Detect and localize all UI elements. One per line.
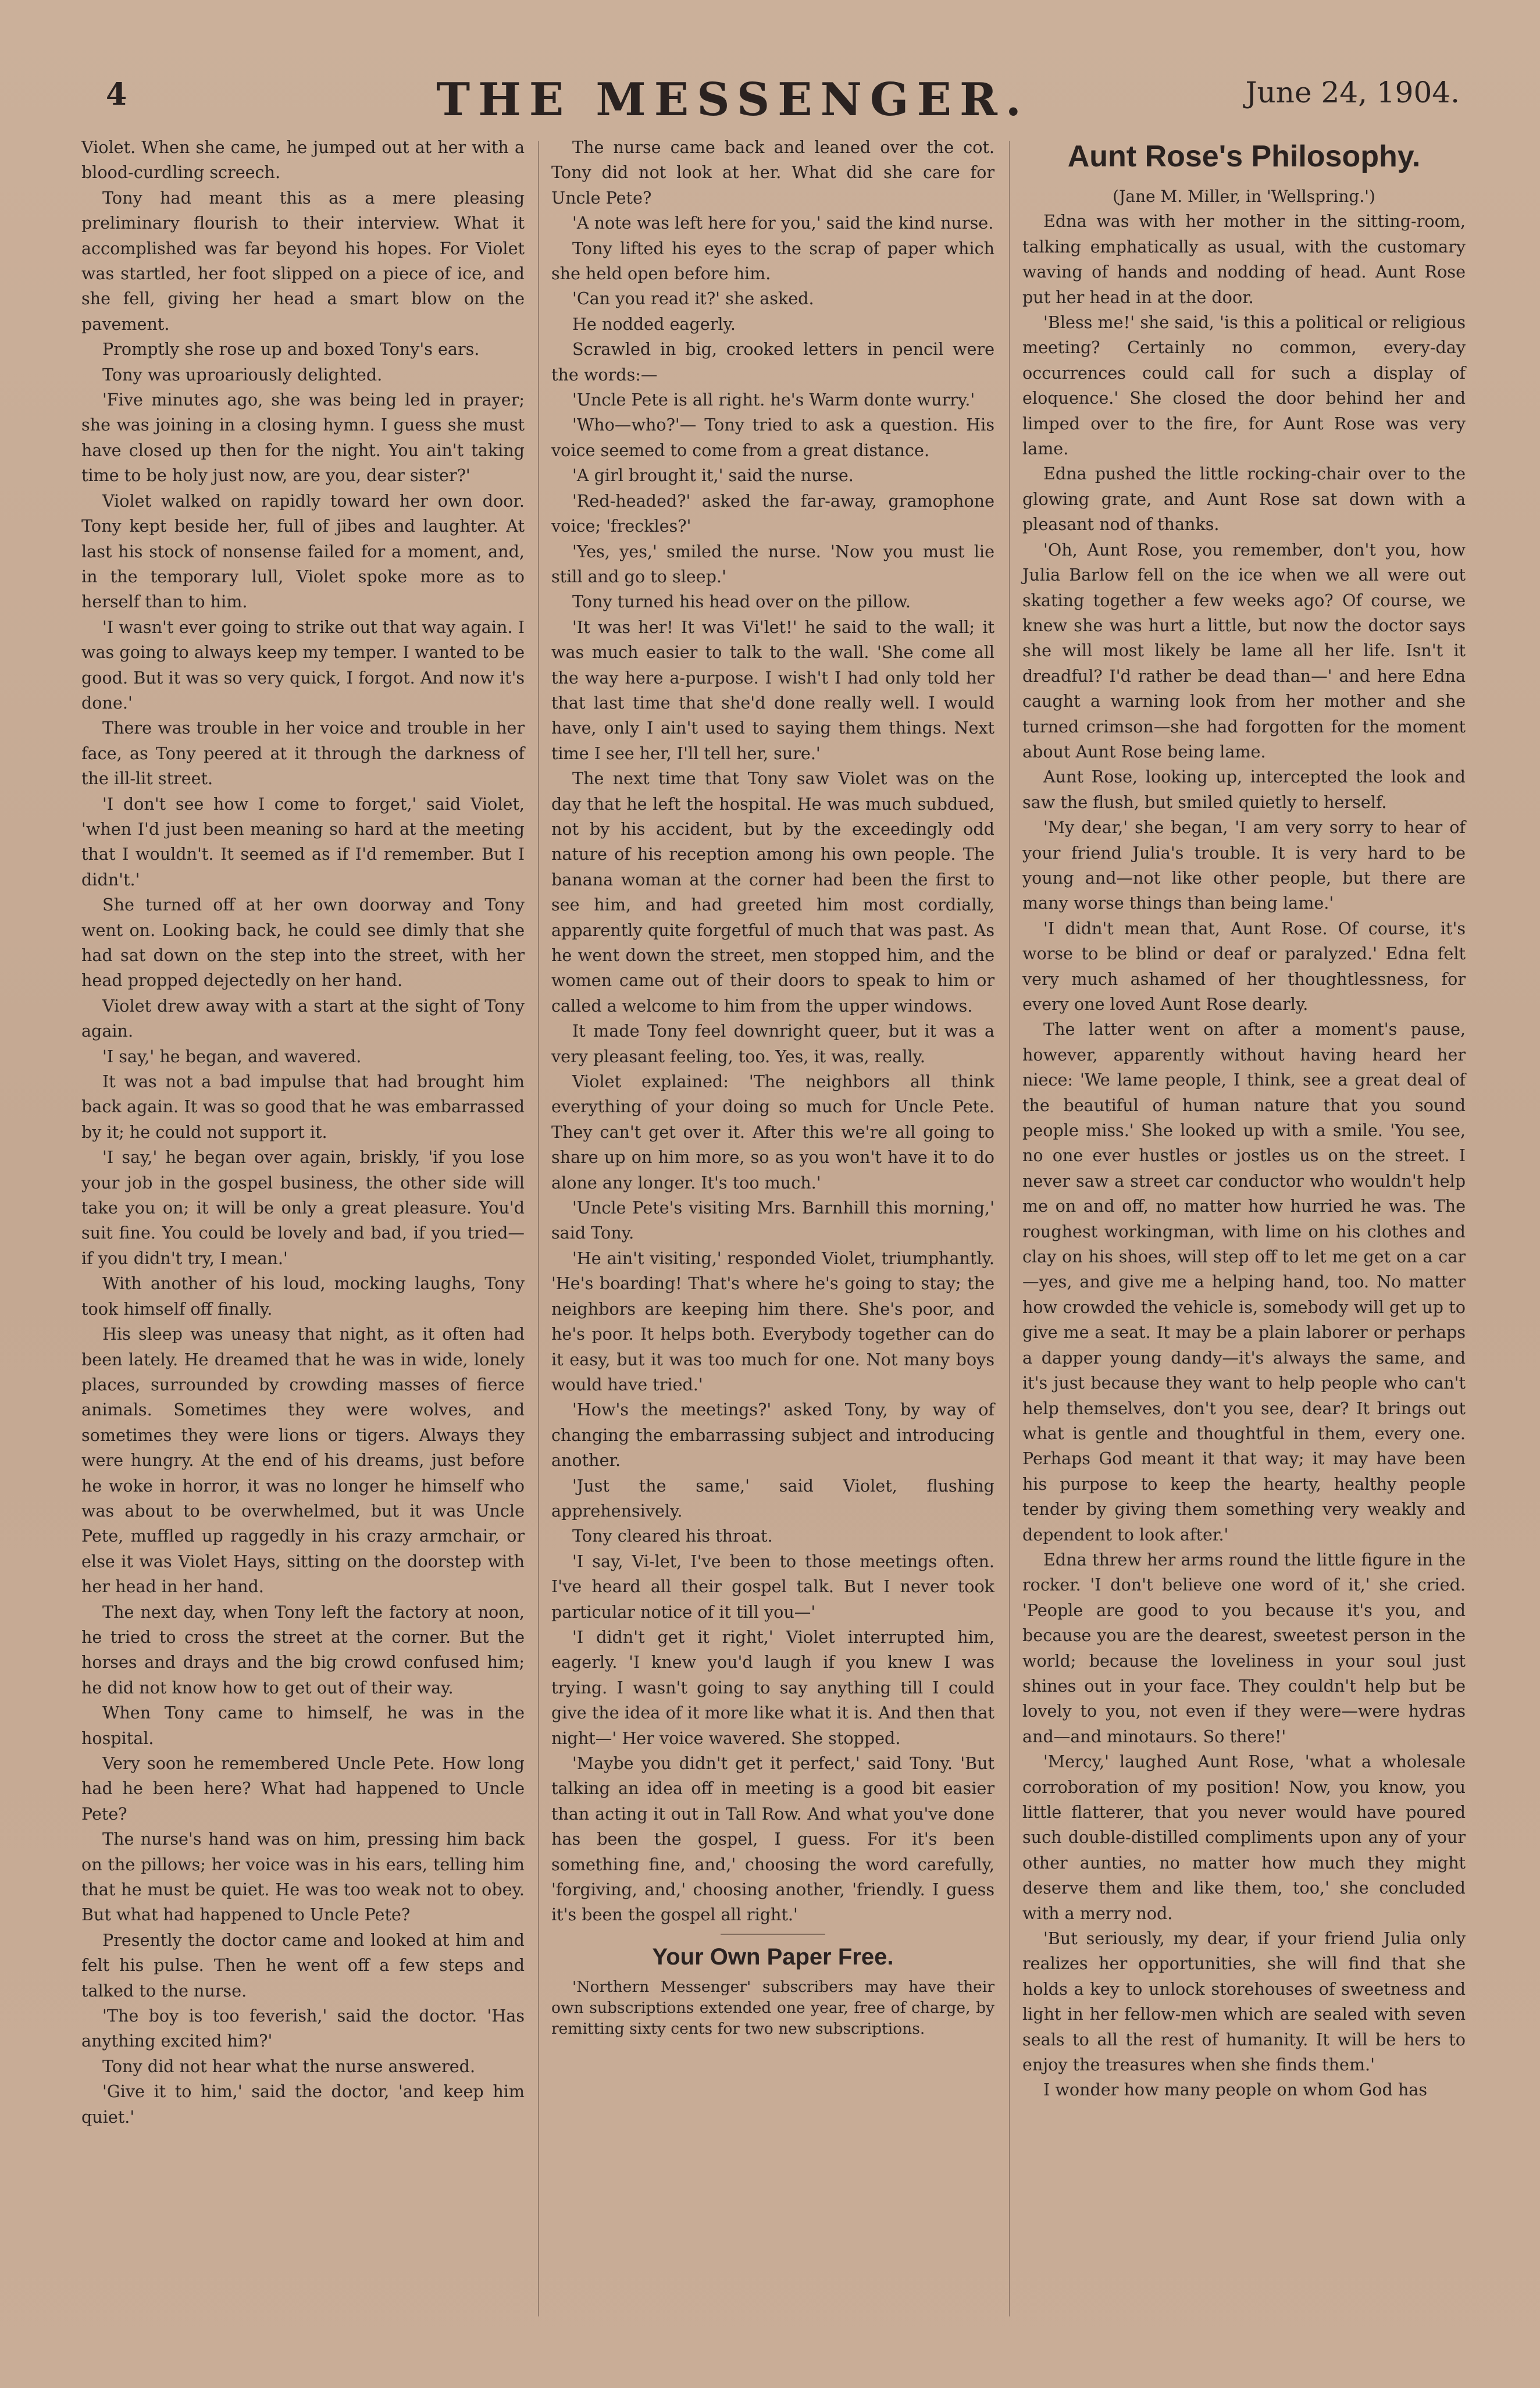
paragraph: 'My dear,' she began, 'I am very sorry to hear of your friend Julia's trouble. It is very hard to be young and—not like other people, but there are many worse things than being lame.' bbox=[1022, 817, 1466, 913]
paragraph: 'Bless me!' she said, 'is this a political or religious meeting? Certainly no common, every-day occurrences could call for such a display of eloquence.' She closed the door behind her and limped over to the fire, for Aunt Rose was very lame. bbox=[1022, 312, 1466, 459]
paragraph: He nodded eagerly. bbox=[572, 314, 736, 334]
paragraph: 'Mercy,' laughed Aunt Rose, 'what a wholesale corroboration of my position! Now, you know, you little flatterer, that you never would have poured such double-distilled compliments upon any of your other aunties, no matter how much they might deserve them and like them, too,' she concluded with a merry nod. bbox=[1022, 1752, 1466, 1923]
paragraph: 'A note was left here for you,' said the kind nurse. bbox=[572, 213, 994, 233]
issue-date: June 24, 1904. bbox=[1245, 76, 1460, 109]
paragraph: 'Five minutes ago, she was being led in prayer; she was joining in a closing hymn. I guess she must have closed up then for the night. You ain't taking time to be holy just now, are you, dear sister?' bbox=[81, 390, 525, 486]
paragraph: 'I don't see how I come to forget,' said Violet, 'when I'd just been meaning so hard at the meeting that I wouldn't. It seemed as if I'd remember. But I didn't.' bbox=[81, 793, 525, 889]
page-header bbox=[99, 70, 1460, 126]
paragraph: Very soon he remembered Uncle Pete. How long had he been here? What had happened to Uncle Pete? bbox=[81, 1753, 525, 1824]
paragraph: 'Can you read it?' she asked. bbox=[572, 289, 814, 309]
paragraph: Violet explained: 'The neighbors all think everything of your doing so much for Uncle Pete. They can't get over it. After this we're all going to share up on him more, so as you won't have it to do alone any longer. It's too much.' bbox=[551, 1072, 994, 1193]
paragraph: The next time that Tony saw Violet was on the day that he left the hospital. He was much subdued, not by his accident, but by the exceedingly odd nature of his reception among his own people. The banana woman at the corner had been the first to see him, and had greeted him most cordially, apparently quite forgetful of much that was past. As he went down the street, men stopped him, and the women came out of their doors to speak to him or called a welcome to him from the upper windows. bbox=[551, 768, 994, 1016]
paragraph: Edna was with her mother in the sitting-room, talking emphatically as usual, with the customary waving of hands and nodding of head. Aunt Rose put her head in at the door. bbox=[1022, 211, 1466, 307]
paragraph: The nurse's hand was on him, pressing him back on the pillows; her voice was in his ears, telling him that he must be quiet. He was too weak not to obey. But what had happened to Uncle Pete? bbox=[81, 1829, 525, 1925]
paragraph: Edna pushed the little rocking-chair over to the glowing grate, and Aunt Rose sat down with a pleasant nod of thanks. bbox=[1022, 464, 1466, 535]
paragraph: 'Red-headed?' asked the far-away, gramophone voice; 'freckles?' bbox=[551, 490, 994, 536]
paragraph: The nurse came back and leaned over the cot. Tony did not look at her. What did she care for Uncle Pete? bbox=[551, 137, 994, 208]
paragraph: 'I say,' he began over again, briskly, 'if you lose your job in the gospel business, the other side will take you on; it will be only a great pleasure. You'd suit fine. You could be lovely and bad, if you tried—if you didn't try, I mean.' bbox=[81, 1147, 525, 1268]
column-divider bbox=[538, 141, 539, 2316]
paragraph: His sleep was uneasy that night, as it often had been lately. He dreamed that he was in wide, lonely places, surrounded by crowding masses of fierce animals. Sometimes they were wolves, and sometimes they were lions or tigers. Always they were hungry. At the end of his dreams, just before he woke in horror, it was no longer he himself who was about to be overwhelmed, but it was Uncle Pete, muffled up raggedly in his crazy armchair, or else it was Violet Hays, sitting on the doorstep with her head in her hand. bbox=[81, 1324, 525, 1597]
column-1 bbox=[81, 135, 525, 2130]
article-title: Aunt Rose's Philosophy. bbox=[1067, 140, 1421, 173]
paragraph: 'Give it to him,' said the doctor, 'and keep him quiet.' bbox=[81, 2081, 525, 2127]
column-2-body bbox=[551, 135, 994, 1928]
masthead-title: THE MESSENGER. bbox=[436, 73, 1029, 126]
paragraph: 'I say, Vi-let, I've been to those meetings often. I've heard all their gospel talk. But I never took particular notice of it till you—' bbox=[551, 1551, 994, 1622]
paragraph: Presently the doctor came and looked at him and felt his pulse. Then he went off a few steps and talked to the nurse. bbox=[81, 1930, 525, 2001]
paragraph: 'He ain't visiting,' responded Violet, triumphantly. 'He's boarding! That's where he's going to stay; the neighbors are keeping him there. She's poor, and he's poor. It helps both. Everybody together can do it easy, but it was too much for one. Not many boys would have tried.' bbox=[551, 1248, 994, 1394]
paragraph: Tony cleared his throat. bbox=[572, 1526, 773, 1546]
paragraph: Edna threw her arms round the little figure in the rocker. 'I don't believe one word of it,' she cried. 'People are good to you because it's you, and because you are the dearest, sweetest person in the world; because the loveliness in your soul just shines out in your face. They couldn't help but be lovely to you, not even if they were—were hydras and—and minotaurs. So there!' bbox=[1022, 1549, 1466, 1746]
paragraph: 'I wasn't ever going to strike out that way again. I was going to always keep my temper. I wanted to be good. But it was so very quick, I forgot. And now it's done.' bbox=[81, 617, 525, 713]
paragraph: 'A girl brought it,' said the nurse. bbox=[572, 465, 854, 486]
paragraph: Aunt Rose, looking up, intercepted the look and saw the flush, but smiled quietly to herself. bbox=[1022, 767, 1466, 812]
notice-title: Your Own Paper Free. bbox=[652, 1944, 894, 1970]
paragraph: 'It was her! It was Vi'let!' he said to the wall; it was much easier to talk to the wall. 'She come all the way here a-purpose. I wish't I had only told her that last time that she'd done really well. I would have, only I ain't used to saying them things. Next time I see her, I'll tell her, sure.' bbox=[551, 617, 994, 763]
paragraph: 'Just the same,' said Violet, flushing apprehensively. bbox=[551, 1475, 994, 1521]
paragraph: 'I didn't get it right,' Violet interrupted him, eagerly. 'I knew you'd laugh if you knew I was trying. I wasn't going to say anything till I could give the idea of it more like what it is. And then that night—' Her voice wavered. She stopped. bbox=[551, 1627, 994, 1748]
page-number: 4 bbox=[106, 77, 127, 112]
paragraph: It was not a bad impulse that had brought him back again. It was so good that he was embarrassed by it; he could not support it. bbox=[81, 1072, 525, 1142]
paragraph: Scrawled in big, crooked letters in pencil were the words:— bbox=[551, 339, 994, 385]
paragraph: With another of his loud, mocking laughs, Tony took himself off finally. bbox=[81, 1273, 525, 1319]
column-3-body bbox=[1022, 209, 1466, 2102]
paragraph: Promptly she rose up and boxed Tony's ears. bbox=[102, 339, 480, 360]
paragraph: Tony was uproariously delighted. bbox=[102, 364, 383, 385]
notice-divider bbox=[721, 1934, 825, 1935]
paragraph: When Tony came to himself, he was in the hospital. bbox=[81, 1703, 525, 1748]
article-byline: (Jane M. Miller, in 'Wellspring.') bbox=[1113, 187, 1375, 206]
paragraph: She turned off at her own doorway and Tony went on. Looking back, he could see dimly that she had sat down on the step into the street, with her head propped dejectedly on her hand. bbox=[81, 895, 525, 991]
paragraph: I wonder how many people on whom God has bbox=[1043, 2080, 1428, 2100]
paragraph: Violet drew away with a start at the sight of Tony again. bbox=[81, 995, 525, 1041]
paragraph: 'I didn't mean that, Aunt Rose. Of course, it's worse to be blind or deaf or paralyzed.' Edna felt very much ashamed of her thoughtlessness, for every one loved Aunt Rose dearly. bbox=[1022, 918, 1466, 1014]
paragraph: 'Yes, yes,' smiled the nurse. 'Now you must lie still and go to sleep.' bbox=[551, 541, 994, 586]
paragraph: 'Uncle Pete's visiting Mrs. Barnhill this morning,' said Tony. bbox=[551, 1198, 994, 1243]
column-2 bbox=[551, 135, 994, 2040]
paragraph: 'Maybe you didn't get it perfect,' said Tony. 'But talking an idea off in meeting is a good bit easier than acting it out in Tall Row. And what you've done has been the gospel, I guess. For it's been something fine, and,' choosing the word carefully, 'forgiving, and,' choosing another, 'friendly. I guess it's been the gospel all right.' bbox=[551, 1753, 994, 1925]
column-3 bbox=[1022, 135, 1466, 2103]
paragraph: There was trouble in her voice and trouble in her face, as Tony peered at it through the darkness of the ill-lit street. bbox=[81, 718, 525, 789]
paragraph: Violet walked on rapidly toward her own door. Tony kept beside her, full of jibes and laughter. At last his stock of nonsense failed for a moment, and, in the temporary lull, Violet spoke more as to herself than to him. bbox=[81, 490, 525, 612]
paragraph: The next day, when Tony left the factory at noon, he tried to cross the street at the corner. But the horses and drays and the big crowd confused him; he did not know how to get out of their way. bbox=[81, 1602, 525, 1697]
paragraph: Violet. When she came, he jumped out at her with a blood-curdling screech. bbox=[81, 137, 525, 183]
paragraph: 'I say,' he began, and wavered. bbox=[102, 1046, 362, 1066]
paragraph: 'The boy is too feverish,' said the doctor. 'Has anything excited him?' bbox=[81, 2006, 525, 2051]
paragraph: Tony lifted his eyes to the scrap of paper which she held open before him. bbox=[551, 238, 994, 284]
column-divider bbox=[1009, 141, 1010, 2316]
paragraph: 'Oh, Aunt Rose, you remember, don't you, how Julia Barlow fell on the ice when we all were out skating together a few weeks ago? Of course, we knew she was hurt a little, but now the doctor says she will most likely be lame all her life. Isn't it dreadful? I'd rather be dead than—' and here Edna caught a warning look from her mother and she turned crimson—she had forgotten for the moment about Aunt Rose being lame. bbox=[1022, 539, 1466, 761]
paragraph: 'Who—who?'— Tony tried to ask a question. His voice seemed to come from a great distance. bbox=[551, 415, 994, 460]
paragraph: 'But seriously, my dear, if your friend Julia only realizes her opportunities, she will find that she holds a key to unlock storehouses of sweetness and light in her fellow-men which are sealed with seven seals to all the rest of humanity. It will be hers to enjoy the treasures when she finds them.' bbox=[1022, 1928, 1466, 2075]
paragraph: Tony turned his head over on the pillow. bbox=[572, 592, 911, 612]
article-columns bbox=[81, 135, 1466, 2346]
paragraph: 'Uncle Pete is all right. he's Warm donte wurry.' bbox=[572, 390, 975, 410]
paragraph: The latter went on after a moment's pause, however, apparently without having heard her niece: 'We lame people, I think, see a great deal of the beautiful of human nature that you sound people miss.' She looked up with a smile. 'You see, no one ever hustles or jostles us on the street. I never saw a street car conductor who wouldn't help me on and off, no matter how hurried he was. The roughest workingman, with lime on his clothes and clay on his shoes, will step off to let me get on a car—yes, and give me a helping hand, too. No matter how crowded the vehicle is, somebody will get up to give me a seat. It may be a plain laborer or perhaps a dapper young dandy—it's always the same, and it's just because they want to help people who can't help themselves, don't you see, dear? It brings out what is gentle and thoughtful in them, every one. Perhaps God meant it that way; it may have been his purpose to keep the hearty, healthy people tender by giving them something very weakly and dependent to look after.' bbox=[1022, 1019, 1466, 1544]
notice-text: 'Northern Messenger' subscribers may have their own subscriptions extended one year, free of charge, by remitting sixty cents for two new subscriptions. bbox=[551, 1977, 994, 2038]
paragraph: 'How's the meetings?' asked Tony, by way of changing the embarrassing subject and introducing another. bbox=[551, 1400, 994, 1471]
paragraph: Tony had meant this as a mere pleasing preliminary flourish to their interview. What it accomplished was far beyond his hopes. For Violet was startled, her foot slipped on a piece of ice, and she fell, giving her head a smart blow on the pavement. bbox=[81, 187, 525, 334]
paragraph: Tony did not hear what the nurse answered. bbox=[102, 2056, 476, 2076]
paragraph: It made Tony feel downright queer, but it was a very pleasant feeling, too. Yes, it was, really. bbox=[551, 1021, 994, 1066]
